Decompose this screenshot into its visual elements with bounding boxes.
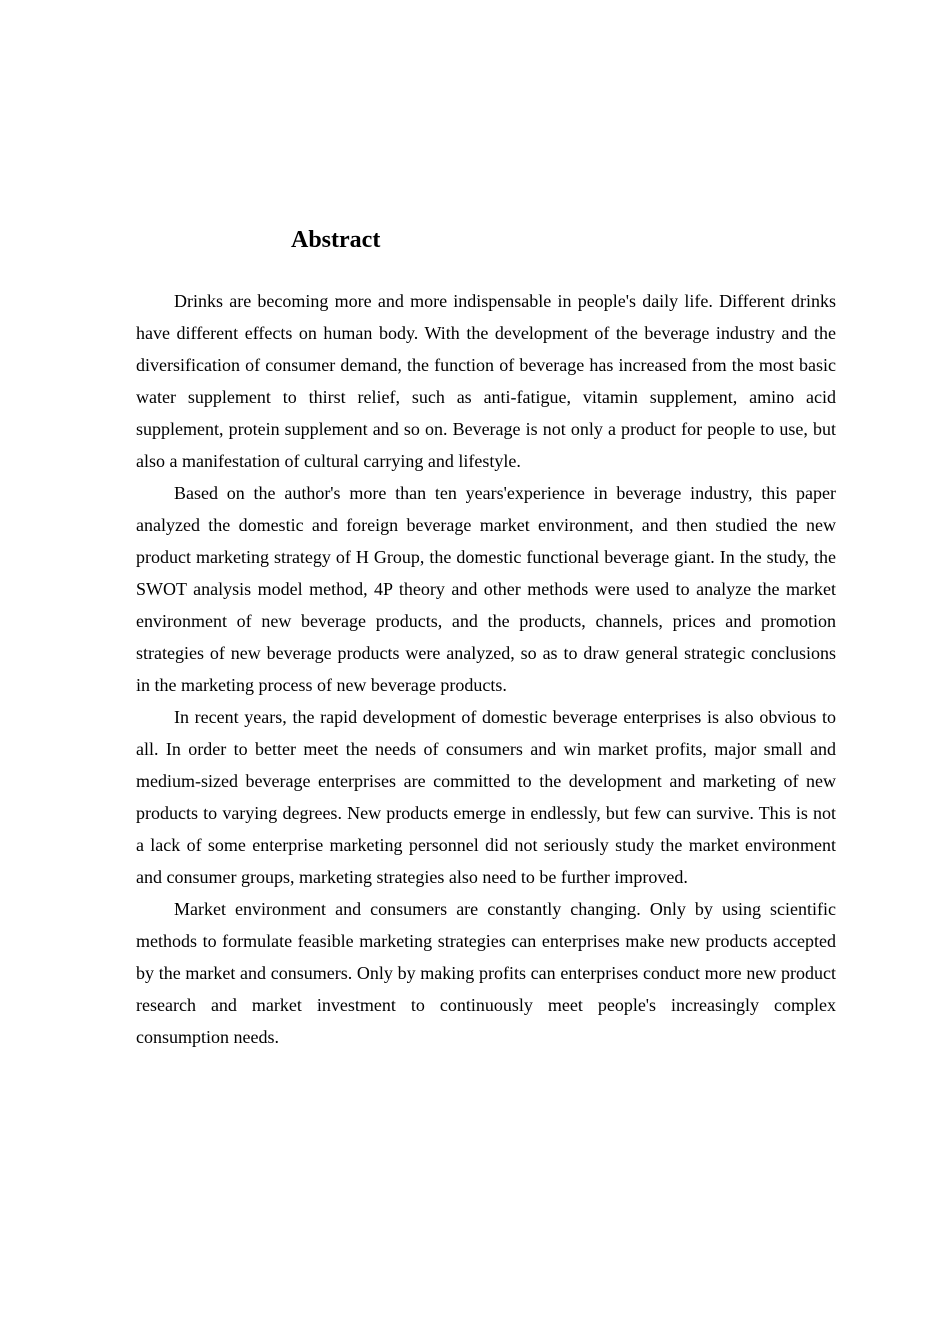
- abstract-paragraph-3: In recent years, the rapid development of domestic beverage enterprises is also obvious to all. In order to better meet the needs of consumers and win market profits, major small and medium-sized beverage enterprises are committed to the development and marketing of new products to varying degrees. New products emerge in endlessly, but few can survive. This is not a lack of some enterprise marketing personnel did not seriously study the market environment and consumer groups, marketing strategies also need to be further improved.: [136, 707, 836, 887]
- abstract-paragraph-4: Market environment and consumers are constantly changing. Only by using scientific methods to formulate feasible marketing strategies can enterprises make new products accepted by the market and consumers. Only by making profits can enterprises conduct more new product research and market investment to continuously meet people's increasingly complex consumption needs.: [136, 899, 836, 1047]
- abstract-title: Abstract: [291, 227, 381, 253]
- abstract-paragraph-2: Based on the author's more than ten years'experience in beverage industry, this paper analyzed the domestic and foreign beverage market environment, and then studied the new product marketing strategy of H Group, the domestic functional beverage giant. In the study, the SWOT analysis model method, 4P theory and other methods were used to analyze the market environment of new beverage products, and the products, channels, prices and promotion strategies of new beverage products were analyzed, so as to draw general strategic conclusions in the marketing process of new beverage products.: [136, 483, 836, 695]
- abstract-paragraph-1: Drinks are becoming more and more indispensable in people's daily life. Different drinks have different effects on human body. With the development of the beverage industry and the diversification of consumer demand, the function of beverage has increased from the most basic water supplement to thirst relief, such as anti-fatigue, vitamin supplement, amino acid supplement, protein supplement and so on. Beverage is not only a product for people to use, but also a manifestation of cultural carrying and lifestyle.: [136, 291, 836, 471]
- abstract-body: [136, 285, 836, 1053]
